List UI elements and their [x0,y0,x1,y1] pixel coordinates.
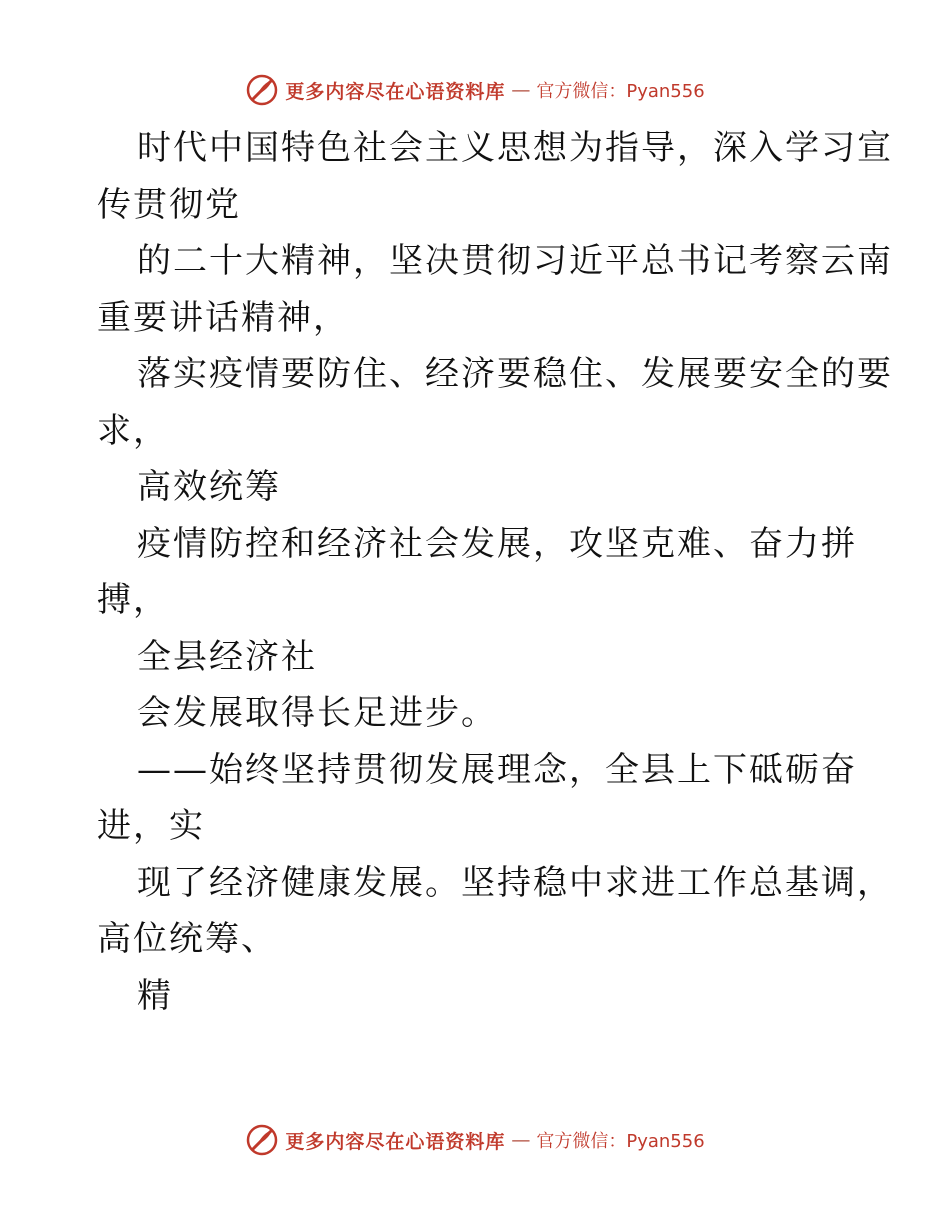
text-line: 会发展取得长足进步。 [137,693,497,733]
text-line: 搏， [97,580,169,620]
text-line: 落实疫情要防住、经济要稳住、发展要安全的要 [137,354,893,394]
header-watermark-banner [0,70,950,110]
banner-dash: — [511,79,531,101]
banner-dash: — [511,1129,531,1151]
text-line: 进，实 [97,806,205,846]
banner-main-text: 更多内容尽在心语资料库 [285,1130,506,1153]
text-line: 全县经济社 [137,636,317,677]
quill-logo-icon [245,1123,279,1157]
text-line: 求， [97,410,169,451]
text-line: 时代中国特色社会主义思想为指导，深入学习宣 [137,128,893,168]
text-line: 高效统筹 [137,467,281,507]
quill-logo-icon [245,73,279,107]
banner-main-text: 更多内容尽在心语资料库 [285,80,506,103]
banner-wechat-text: 官方微信：Pyan556 [536,81,705,102]
text-line: 高位统筹、 [97,919,277,959]
text-line: 传贯彻党 [97,184,241,225]
text-line: 现了经济健康发展。坚持稳中求进工作总基调， [137,862,893,903]
text-line: ——始终坚持贯彻发展理念，全县上下砥砺奋 [137,749,857,790]
text-line: 的二十大精神，坚决贯彻习近平总书记考察云南 [137,241,893,281]
banner-wechat-text: 官方微信：Pyan556 [536,1131,705,1152]
document-body [97,120,893,1024]
text-line: 重要讲话精神， [97,297,349,338]
text-line: 精 [137,975,173,1016]
text-line: 疫情防控和经济社会发展，攻坚克难、奋力拼 [137,523,857,564]
footer-watermark-banner [0,1120,950,1160]
